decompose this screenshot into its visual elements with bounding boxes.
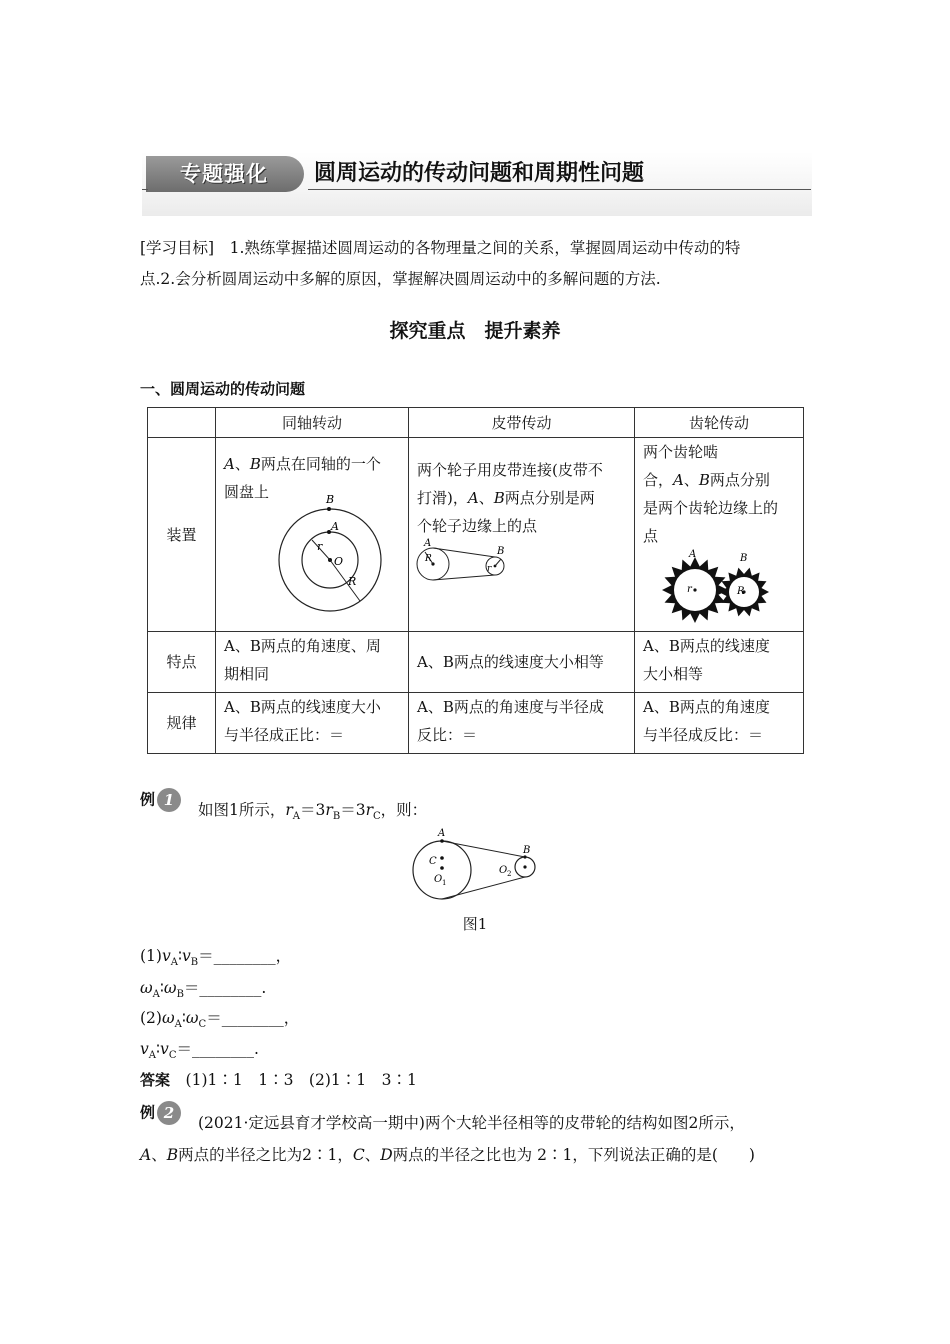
cell-feature-coaxial: A、B两点的角速度、周 期相同: [216, 632, 409, 693]
table-corner: [148, 408, 216, 438]
learning-goals-line1: [学习目标] 1.熟练掌握描述圆周运动的各物理量之间的关系，掌握圆周运动中传动的特: [140, 239, 741, 257]
svg-text:A: A: [424, 538, 432, 549]
svg-text:R: R: [425, 554, 432, 564]
svg-text:O: O: [499, 865, 508, 876]
svg-text:2: 2: [507, 870, 512, 878]
cell-rule-belt: A、B两点的角速度与半径成 反比：＝: [409, 693, 635, 754]
svg-text:B: B: [523, 845, 531, 856]
cell-rule-gear: A、B两点的角速度 与半径成反比：＝: [635, 693, 804, 754]
svg-text:B: B: [497, 546, 505, 557]
q1-line2: $\omega_A∶\omega_B=\_\_\_\_\_\_\_\_$.: [140, 979, 267, 1001]
figure1-caption: 图1: [462, 915, 488, 933]
answer: 答案 (1)1∶1 1∶3 (2)1∶1 3∶1: [140, 1071, 417, 1089]
col-header-coaxial: 同轴转动: [216, 408, 409, 438]
svg-text:r: r: [687, 584, 692, 595]
svg-text:A: A: [689, 549, 697, 560]
transmission-table: [147, 407, 804, 754]
row-label-rule: 规律: [148, 693, 216, 754]
gear-diagram: [661, 548, 791, 626]
learning-goals: [140, 233, 812, 295]
belt-diagram: [415, 536, 515, 586]
svg-text:1: 1: [442, 879, 447, 887]
title-underline: [308, 189, 811, 190]
col-header-belt: 皮带传动: [409, 408, 635, 438]
topic-badge-label: 专题强化: [180, 162, 268, 186]
cell-device-gear: 两个齿轮啮 合，A、B两点分别 是两个齿轮边缘上的 点 r R A B: [635, 438, 804, 632]
svg-text:r: r: [487, 564, 492, 574]
label-r: r: [317, 540, 323, 553]
heading-transmission: 一、圆周运动的传动问题: [140, 380, 306, 398]
example2-marker: 例 2: [140, 1101, 181, 1125]
q2-line1: $(2)\omega_A∶\omega_C=\_\_\_\_\_\_\_\_$，: [140, 1009, 300, 1031]
svg-text:R: R: [737, 586, 745, 597]
cell-device-coaxial: A、B两点在同轴的一个 圆盘上 B A r O R: [216, 438, 409, 632]
svg-text:A: A: [438, 828, 446, 839]
label-O: O: [334, 555, 344, 568]
example2-line1: (2021·定远县育才学校高一期中)两个大轮半径相等的皮带轮的结构如图2所示，: [198, 1114, 745, 1132]
learning-goals-line2: 点.2.会分析圆周运动中多解的原因，掌握解决圆周运动中的多解问题的方法.: [140, 270, 661, 288]
cell-device-belt: 两个轮子用皮带连接(皮带不 打滑)，A、B两点分别是两 个轮子边缘上的点 A B R r: [409, 438, 635, 632]
section-title: 探究重点 提升素养: [389, 320, 561, 342]
label-R: R: [348, 575, 357, 588]
row-label-feature: 特点: [148, 632, 216, 693]
cell-rule-coaxial: A、B两点的线速度大小 与半径成正比：＝: [216, 693, 409, 754]
q1-line1: $(1)v_A∶v_B=\_\_\_\_\_\_\_\_$，: [140, 947, 292, 969]
cell-feature-gear: A、B两点的线速度 大小相等: [635, 632, 804, 693]
svg-text:B: B: [740, 553, 748, 564]
title-underline-left: [142, 189, 148, 190]
page-title: 圆周运动的传动问题和周期性问题: [314, 161, 645, 186]
example2-line2: A、B两点的半径之比为2∶1，C、D两点的半径之比也为 2∶1，下列说法正确的是( ): [140, 1146, 755, 1164]
cell-feature-belt: A、B两点的线速度大小相等: [409, 632, 635, 693]
svg-text:O: O: [434, 874, 443, 885]
col-header-gear: 齿轮传动: [635, 408, 804, 438]
example1-marker: 例 1: [140, 788, 181, 812]
svg-text:C: C: [429, 856, 437, 867]
label-A: A: [331, 520, 339, 533]
row-label-device: 装置: [148, 438, 216, 632]
example1-text: 如图1所示，$r_A=3r_B=3r_C$，则：: [198, 801, 428, 823]
q2-line2: $v_A∶v_C=\_\_\_\_\_\_\_\_$.: [140, 1040, 259, 1062]
label-B: B: [326, 493, 335, 506]
figure1-diagram: [408, 826, 544, 902]
